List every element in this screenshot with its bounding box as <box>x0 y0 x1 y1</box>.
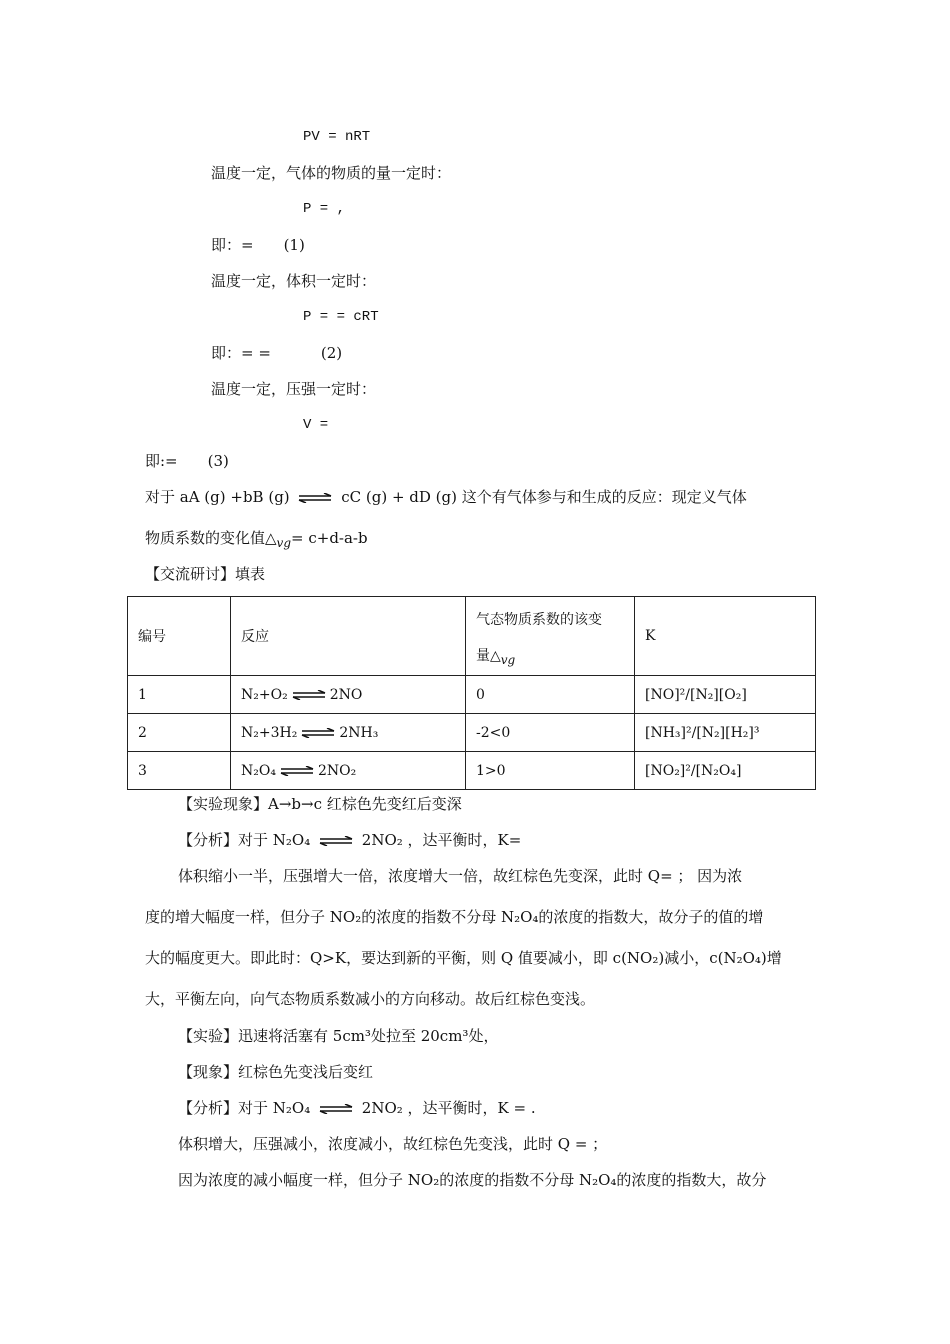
cell-k: [NO]²/[N₂][O₂] <box>635 676 816 714</box>
table-row <box>128 676 816 714</box>
cell-no: 2 <box>128 714 231 752</box>
reaction-right: 2NO₂ <box>317 762 357 779</box>
cell-reaction <box>231 752 466 790</box>
paragraph-line: 度的增大幅度一样，但分子 NO₂的浓度的指数不分母 N₂O₄的浓度的指数大，故分子的值的增 <box>145 908 764 926</box>
equilibrium-arrow-icon <box>292 690 326 700</box>
formula-line: P = = cRT <box>303 309 379 325</box>
cell-no: 1 <box>128 676 231 714</box>
header-delta-line1: 气态物质系数的该变 <box>476 612 602 628</box>
paragraph-line: 体积增大，压强减小，浓度减小，故红棕色先变浅，此时 Q = ； <box>178 1135 608 1153</box>
header-delta <box>466 597 635 676</box>
header-delta-sub: vg <box>500 652 516 667</box>
analysis-line <box>178 1098 536 1118</box>
experiment-line: 【实验】迅速将活塞有 5cm³处拉至 20cm³处， <box>178 1027 499 1045</box>
text-line: 温度一定，压强一定时： <box>211 380 377 398</box>
paragraph-line: 大，平衡左向，向气态物质系数减小的方向移动。故后红棕色变浅。 <box>145 990 596 1008</box>
delta-label: 物质系数的变化值△ <box>145 529 277 547</box>
header-delta-text: 量△ <box>476 648 501 664</box>
ideal-gas-law: PV = nRT <box>303 129 371 145</box>
products-text: cC (g) + dD (g) 这个有气体参与和生成的反应：现定义气体 <box>341 488 747 506</box>
experiment-phenomenon: 【实验现象】A→b→c 红棕色先变红后变深 <box>178 795 462 813</box>
reaction-table <box>127 596 816 790</box>
table-row <box>128 752 816 790</box>
header-reaction: 反应 <box>231 597 466 676</box>
reaction-right: 2NO <box>329 686 363 703</box>
formula-line <box>145 451 229 471</box>
formula-line <box>211 343 342 363</box>
formula-line <box>211 235 305 255</box>
paragraph-line: 大的幅度更大。即此时：Q>K，要达到新的平衡，则 Q 值要减小，即 c(NO₂)减小，c(N₂O₄)增 <box>145 949 782 967</box>
reaction-definition <box>145 487 747 507</box>
reaction-right: 2NH₃ <box>339 724 379 741</box>
header-k: K <box>635 597 816 676</box>
header-delta-line2 <box>476 640 624 672</box>
formula-text: 即：= = <box>211 344 271 362</box>
reaction-left: N₂+O₂ <box>241 686 288 703</box>
phenomenon-line: 【现象】红棕色先变浅后变红 <box>178 1063 374 1081</box>
paragraph-line: 体积缩小一半，压强增大一倍，浓度增大一倍，故红棕色先变深，此时 Q= ； 因为浓 <box>178 867 743 885</box>
delta-subscript: vg <box>276 536 292 550</box>
equilibrium-arrow-icon <box>319 1104 353 1114</box>
cell-delta: 1>0 <box>466 752 635 790</box>
cell-reaction <box>231 714 466 752</box>
equation-number: (3) <box>207 452 229 470</box>
cell-no: 3 <box>128 752 231 790</box>
equilibrium-arrow-icon <box>301 728 335 738</box>
formula-line: P = , <box>303 201 346 217</box>
delta-definition <box>145 528 368 548</box>
cell-delta: -2<0 <box>466 714 635 752</box>
analysis-label: 【分析】对于 N₂O₄ <box>178 831 311 849</box>
section-heading: 【交流研讨】填表 <box>145 565 266 583</box>
text-line: 温度一定，气体的物质的量一定时： <box>211 164 452 182</box>
formula-text: 即：= <box>211 236 254 254</box>
text-line: 温度一定，体积一定时： <box>211 272 377 290</box>
paragraph-line: 因为浓度的减小幅度一样，但分子 NO₂的浓度的指数不分母 N₂O₄的浓度的指数大，故分 <box>178 1171 767 1189</box>
cell-reaction <box>231 676 466 714</box>
cell-k: [NO₂]²/[N₂O₄] <box>635 752 816 790</box>
table-header-row <box>128 597 816 676</box>
analysis-label: 【分析】对于 N₂O₄ <box>178 1099 311 1117</box>
reactants: 对于 aA (g) +bB (g) <box>145 488 290 506</box>
table-row <box>128 714 816 752</box>
reaction-left: N₂+3H₂ <box>241 724 298 741</box>
reaction-left: N₂O₄ <box>241 762 276 779</box>
analysis-rest: 2NO₂ ，达平衡时，K= <box>361 831 522 849</box>
equilibrium-arrow-icon <box>280 766 314 776</box>
formula-text: 即:= <box>145 452 178 470</box>
cell-delta: 0 <box>466 676 635 714</box>
analysis-rest: 2NO₂ ，达平衡时，K = . <box>361 1099 536 1117</box>
equilibrium-arrow-icon <box>298 493 332 503</box>
delta-formula: = c+d-a-b <box>291 529 368 547</box>
analysis-line <box>178 830 521 850</box>
formula-line: V = <box>303 417 329 433</box>
equation-number: (1) <box>283 236 305 254</box>
equilibrium-arrow-icon <box>319 836 353 846</box>
cell-k: [NH₃]²/[N₂][H₂]³ <box>635 714 816 752</box>
equation-number: (2) <box>320 344 343 362</box>
header-no: 编号 <box>128 597 231 676</box>
